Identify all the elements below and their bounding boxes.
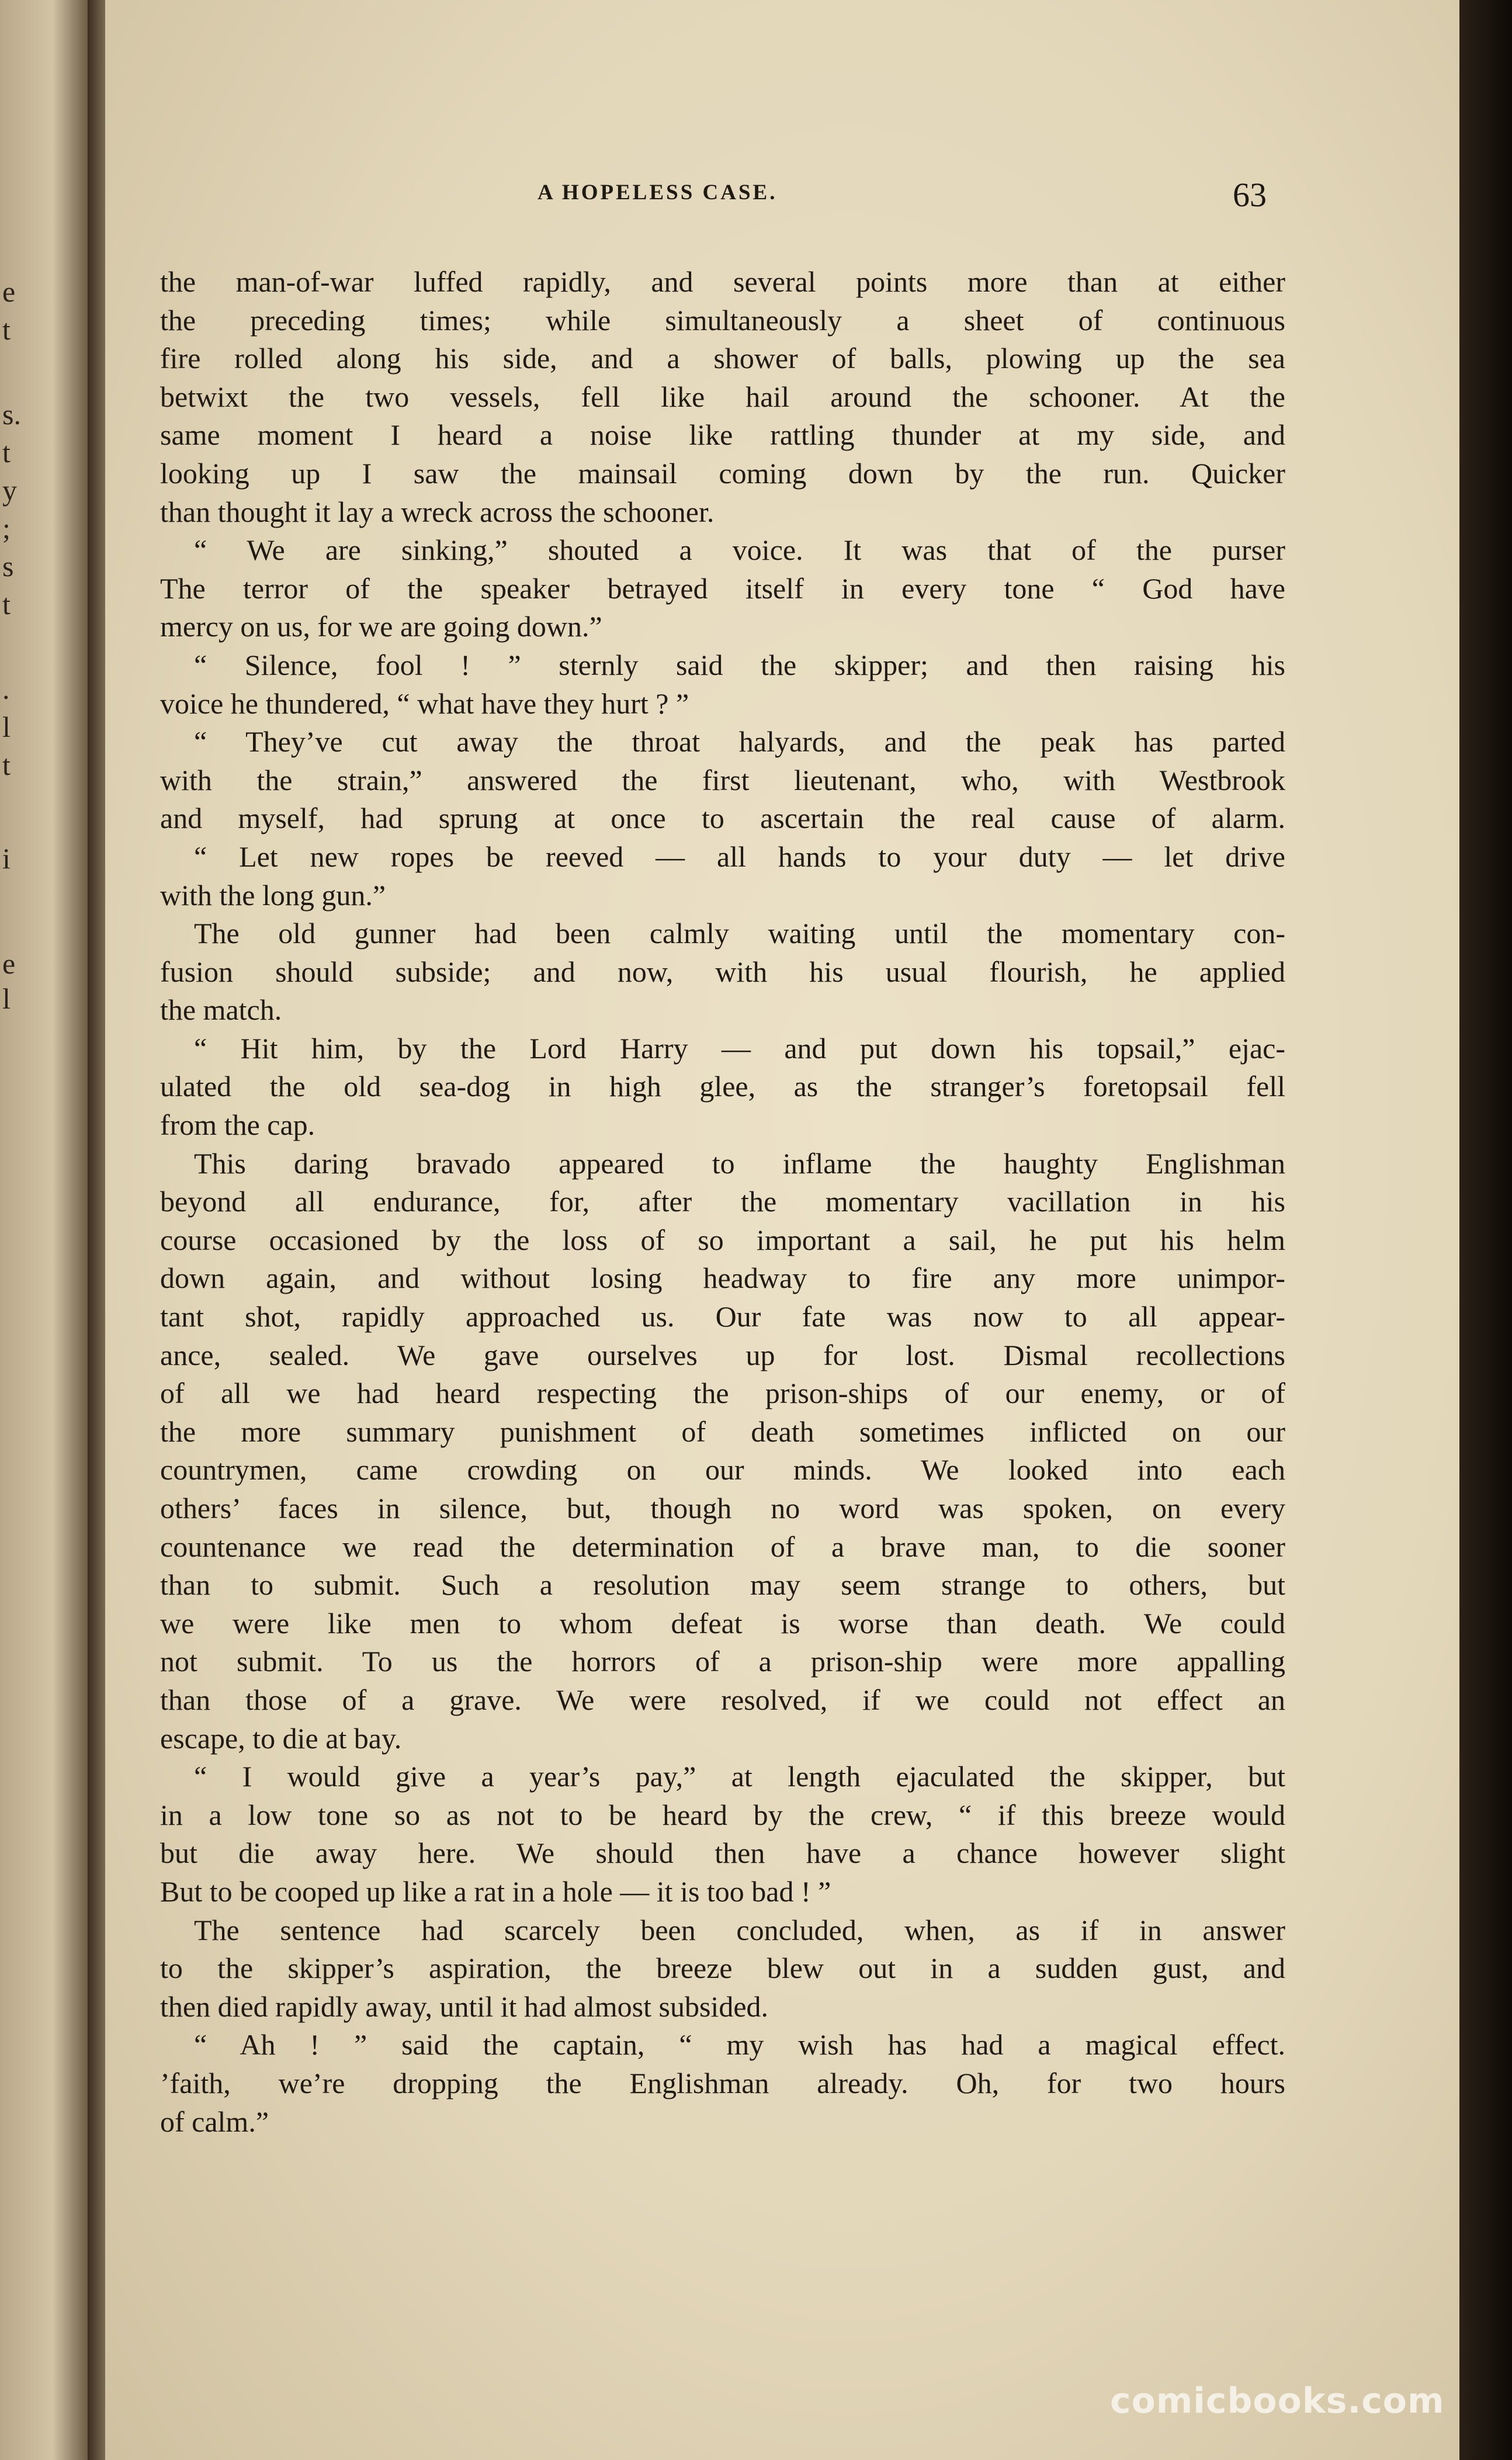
text-line: ’faith, we’re dropping the Englishman already. Oh, for two hours xyxy=(160,2066,1285,2099)
left-page-fragment: l xyxy=(2,711,11,743)
text-line: ance, sealed. We gave ourselves up for lost. Dismal recollections xyxy=(160,1338,1285,1371)
text-line: than to submit. Such a resolution may seem strange to others, but xyxy=(160,1568,1285,1602)
text-line: than thought it lay a wreck across the schooner. xyxy=(160,495,715,528)
text-line: “ Let new ropes be reeved — all hands to your duty — let drive xyxy=(194,840,1285,873)
left-page-fragment: t xyxy=(2,588,11,621)
text-line: the preceding times; while simultaneously a sheet of continuous xyxy=(160,303,1285,337)
body-text xyxy=(160,263,1285,2141)
left-page-fragment: e xyxy=(2,947,16,980)
text-line: but die away here. We should then have a chance however slight xyxy=(160,1837,1285,1870)
left-page-fragment: y xyxy=(2,474,17,507)
right-binding-edge xyxy=(1459,0,1512,2460)
page-number: 63 xyxy=(1233,176,1267,214)
text-line: to the skipper’s aspiration, the breeze blew out in a sudden gust, and xyxy=(160,1952,1285,1985)
book-page xyxy=(105,0,1459,2460)
text-line: others’ faces in silence, but, though no word was spoken, on every xyxy=(160,1492,1285,1524)
text-line: fire rolled along his side, and a shower of balls, plowing up the sea xyxy=(160,342,1285,375)
text-line: than those of a grave. We were resolved, if we could not effect an xyxy=(160,1683,1285,1716)
text-line: “ They’ve cut away the throat halyards, and the peak has parted xyxy=(194,725,1285,758)
left-page-fragment: t xyxy=(2,313,11,346)
text-line: we were like men to whom defeat is worse than death. We could xyxy=(160,1606,1285,1640)
text-line: escape, to die at bay. xyxy=(160,1721,402,1755)
text-line: “ Hit him, by the Lord Harry — and put down his topsail,” ejac- xyxy=(194,1031,1285,1065)
left-page-fragment: s. xyxy=(2,398,21,431)
text-line: But to be cooped up like a rat in a hole — it is too bad ! ” xyxy=(160,1875,831,1908)
text-line: the man-of-war luffed rapidly, and several points more than at either xyxy=(160,265,1285,298)
text-line: This daring bravado appeared to inflame the haughty Englishman xyxy=(194,1146,1285,1180)
text-line: tant shot, rapidly approached us. Our fate was now to all appear- xyxy=(160,1300,1285,1333)
text-line: with the long gun.” xyxy=(160,878,386,912)
text-line: countenance we read the determination of a brave man, to die sooner xyxy=(160,1530,1285,1563)
text-line: from the cap. xyxy=(160,1108,315,1142)
text-line: in a low tone so as not to be heard by the crew, “ if this breeze would xyxy=(160,1798,1285,1831)
text-line: The sentence had scarcely been concluded, when, as if in answer xyxy=(194,1913,1285,1946)
text-line: ulated the old sea-dog in high glee, as the stranger’s foretopsail fell xyxy=(160,1070,1285,1103)
text-line: “ I would give a year’s pay,” at length ejaculated the skipper, but xyxy=(194,1760,1285,1793)
text-line: and myself, had sprung at once to ascertain the real cause of alarm. xyxy=(160,802,1285,835)
text-line: “ We are sinking,” shouted a voice. It was that of the purser xyxy=(194,533,1285,567)
watermark: comicbooks.com xyxy=(1110,2381,1445,2421)
running-head: A HOPELESS CASE. xyxy=(537,181,778,205)
text-line: of all we had heard respecting the prison-ships of our enemy, or of xyxy=(160,1377,1285,1410)
left-page-fragment: i xyxy=(2,842,11,875)
text-line: not submit. To us the horrors of a prison-ship were more appalling xyxy=(160,1645,1285,1678)
text-line: “ Ah ! ” said the captain, “ my wish has had a magical effect. xyxy=(194,2028,1285,2061)
text-line: countrymen, came crowding on our minds. We looked into each xyxy=(160,1453,1285,1487)
text-line: The old gunner had been calmly waiting until the momentary con- xyxy=(194,917,1285,950)
text-line: beyond all endurance, for, after the momentary vacillation in his xyxy=(160,1185,1285,1218)
text-line: then died rapidly away, until it had almost subsided. xyxy=(160,1990,769,2023)
left-page-fragment: t xyxy=(2,749,11,781)
left-page-fragment: t xyxy=(2,436,11,469)
left-page-fragment: . xyxy=(2,673,10,705)
text-line: course occasioned by the loss of so important a sail, he put his helm xyxy=(160,1223,1285,1256)
text-line: same moment I heard a noise like rattling thunder at my side, and xyxy=(160,418,1285,452)
left-page-edge xyxy=(0,0,88,2460)
left-page-fragment: s xyxy=(2,550,14,583)
text-line: fusion should subside; and now, with his usual flourish, he applied xyxy=(160,955,1285,988)
book-gutter xyxy=(88,0,105,2460)
text-line: with the strain,” answered the first lieutenant, who, with Westbrook xyxy=(160,763,1285,796)
text-line: betwixt the two vessels, fell like hail around the schooner. At the xyxy=(160,380,1285,413)
text-line: mercy on us, for we are going down.” xyxy=(160,610,602,643)
left-page-fragment: l xyxy=(2,982,11,1015)
left-page-fragment: e xyxy=(2,275,16,308)
left-page-fragment: ; xyxy=(2,512,11,545)
text-line: the match. xyxy=(160,993,282,1027)
text-line: the more summary punishment of death sometimes inflicted on our xyxy=(160,1415,1285,1448)
text-line: “ Silence, fool ! ” sternly said the skipper; and then raising his xyxy=(194,648,1285,681)
text-line: The terror of the speaker betrayed itself in every tone “ God have xyxy=(160,571,1285,605)
text-line: down again, and without losing headway to fire any more unimpor- xyxy=(160,1262,1285,1295)
text-line: looking up I saw the mainsail coming down by the run. Quicker xyxy=(160,456,1285,490)
page-header xyxy=(105,175,1459,222)
text-line: voice he thundered, “ what have they hurt ? ” xyxy=(160,687,689,720)
text-line: of calm.” xyxy=(160,2105,269,2138)
